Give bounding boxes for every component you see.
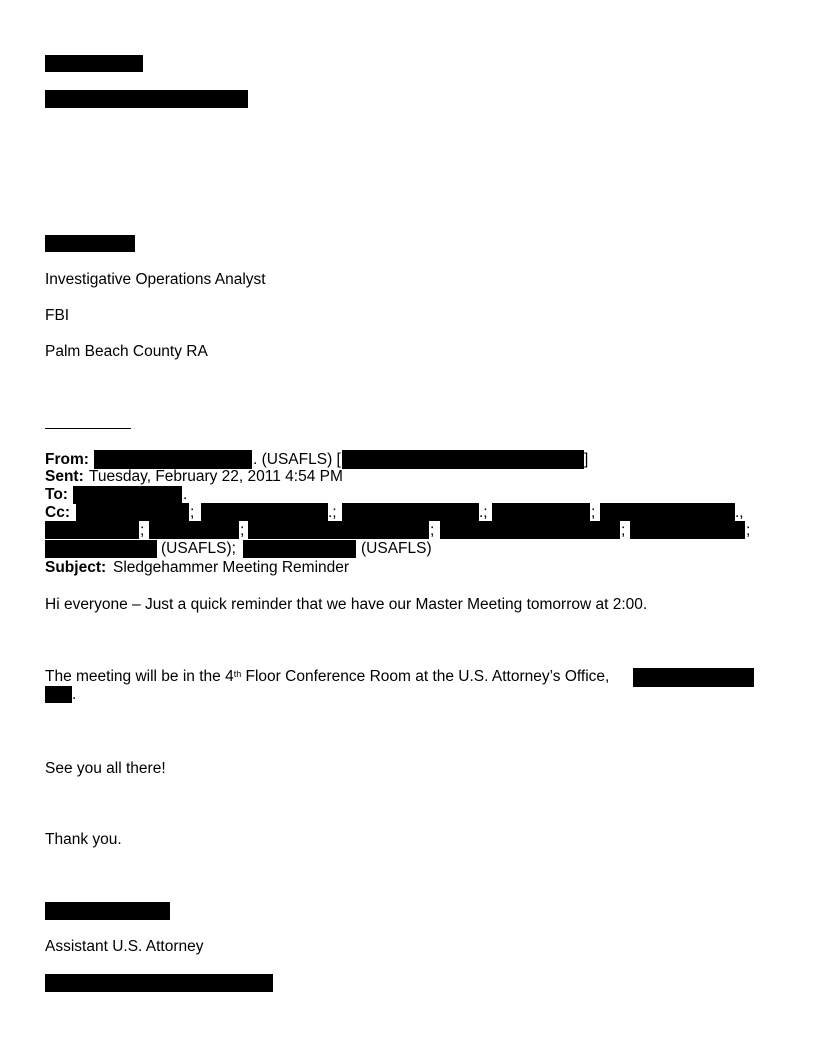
cc-sep-2: .; [328, 504, 337, 521]
signature-title: Investigative Operations Analyst [45, 271, 266, 288]
redacted-cc-8 [248, 521, 429, 539]
sent-value: Tuesday, February 22, 2011 4:54 PM [89, 468, 343, 485]
redacted-cc-4 [492, 503, 590, 521]
cc-sep-8: ; [430, 522, 435, 539]
cc-sep-10: ; [746, 522, 751, 539]
redacted-name-top [45, 55, 143, 72]
body-p2-after: Floor Conference Room at the U.S. Attorney’s Office, [241, 668, 610, 685]
separator-rule [45, 428, 131, 429]
to-label: To: [45, 486, 68, 503]
redacted-from-name [94, 450, 252, 469]
from-org: . (USAFLS) [ [253, 451, 341, 468]
cc-usafls-2: (USAFLS) [361, 540, 432, 557]
subject-value: Sledgehammer Meeting Reminder [113, 559, 350, 576]
sender-title: Assistant U.S. Attorney [45, 938, 204, 955]
subject-label: Subject: [45, 559, 107, 576]
redacted-sender-name [45, 902, 170, 920]
redacted-cc-9 [440, 521, 620, 539]
sent-label: Sent: [45, 468, 84, 485]
cc-sep-5: ., [735, 504, 744, 521]
body-paragraph-1: Hi everyone – Just a quick reminder that we have our Master Meeting tomorrow at 2:00. [45, 596, 648, 613]
redacted-address-2 [45, 686, 72, 703]
body-paragraph-4: Thank you. [45, 831, 122, 848]
signature-office: Palm Beach County RA [45, 343, 208, 360]
cc-sep-1: ; [190, 504, 195, 521]
redacted-cc-3 [342, 503, 479, 521]
redacted-cc-7 [149, 521, 239, 539]
to-end: . [183, 486, 188, 503]
redacted-from-email [342, 450, 584, 469]
signature-agency: FBI [45, 307, 70, 324]
redacted-signature-name [45, 235, 135, 252]
body-paragraph-2 [45, 668, 609, 686]
body-paragraph-3: See you all there! [45, 760, 166, 777]
redacted-cc-10 [630, 521, 745, 539]
redacted-cc-11 [45, 540, 157, 558]
from-close: ] [584, 451, 589, 468]
redacted-address-1 [633, 668, 754, 687]
cc-usafls-1: (USAFLS); [161, 540, 236, 557]
redacted-line-top [45, 90, 248, 108]
from-label: From: [45, 451, 89, 468]
cc-sep-7: ; [240, 522, 245, 539]
cc-sep-9: ; [621, 522, 626, 539]
redacted-cc-12 [243, 540, 356, 558]
body-p2-end: . [72, 686, 77, 703]
redacted-to [73, 486, 182, 504]
cc-label: Cc: [45, 504, 70, 521]
cc-sep-4: ; [591, 504, 596, 521]
body-p2-sup: th [233, 669, 242, 679]
body-p2-before: The meeting will be in the 4 [45, 668, 234, 685]
redacted-cc-6 [45, 521, 139, 539]
redacted-cc-1 [76, 503, 189, 521]
redacted-cc-5 [600, 503, 735, 521]
redacted-cc-2 [201, 503, 328, 521]
redacted-sender-line [45, 974, 273, 992]
cc-sep-6: ; [140, 522, 145, 539]
cc-sep-3: .; [479, 504, 488, 521]
